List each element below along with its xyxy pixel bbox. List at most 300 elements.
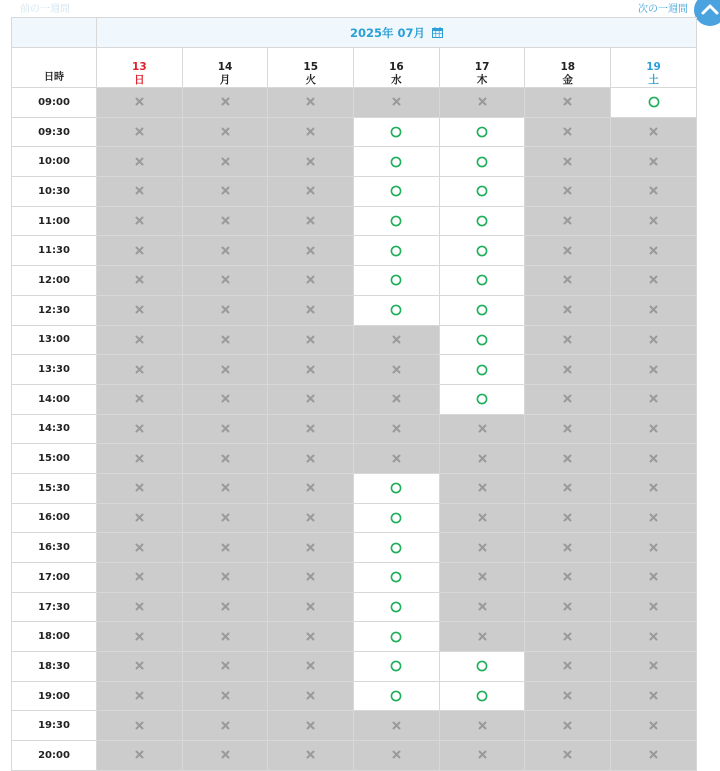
- time-slot-row: [12, 652, 697, 682]
- cross-icon: [649, 513, 658, 522]
- unavailable-slot: [268, 325, 354, 355]
- cross-icon: [135, 305, 144, 314]
- circle-icon: [390, 185, 402, 197]
- cross-icon: [135, 394, 144, 403]
- unavailable-slot: [182, 147, 268, 177]
- time-label: 15:30: [12, 473, 97, 503]
- month-label: 2025年 07月: [349, 25, 425, 40]
- unavailable-slot: [354, 88, 440, 118]
- unavailable-slot: [182, 177, 268, 207]
- cross-icon: [306, 275, 315, 284]
- time-slot-row: [12, 681, 697, 711]
- available-slot[interactable]: [354, 473, 440, 503]
- month-selector[interactable]: [97, 18, 697, 48]
- unavailable-slot: [97, 117, 183, 147]
- cross-icon: [649, 394, 658, 403]
- time-label: 13:00: [12, 325, 97, 355]
- cross-icon: [221, 216, 230, 225]
- cross-icon: [478, 572, 487, 581]
- time-label: 14:30: [12, 414, 97, 444]
- cross-icon: [649, 275, 658, 284]
- unavailable-slot: [611, 414, 697, 444]
- unavailable-slot: [525, 177, 611, 207]
- cross-icon: [135, 127, 144, 136]
- cross-icon: [563, 543, 572, 552]
- unavailable-slot: [268, 473, 354, 503]
- unavailable-slot: [268, 295, 354, 325]
- circle-icon: [476, 126, 488, 138]
- time-slot-row: [12, 444, 697, 474]
- cross-icon: [563, 365, 572, 374]
- cross-icon: [649, 157, 658, 166]
- available-slot[interactable]: [354, 563, 440, 593]
- unavailable-slot: [268, 741, 354, 771]
- unavailable-slot: [97, 325, 183, 355]
- available-slot[interactable]: [439, 355, 525, 385]
- unavailable-slot: [182, 533, 268, 563]
- unavailable-slot: [354, 325, 440, 355]
- cross-icon: [563, 335, 572, 344]
- scroll-top-button[interactable]: [694, 0, 720, 26]
- cross-icon: [563, 186, 572, 195]
- cross-icon: [563, 513, 572, 522]
- unavailable-slot: [525, 741, 611, 771]
- cross-icon: [135, 365, 144, 374]
- time-slot-row: [12, 503, 697, 533]
- circle-icon: [390, 245, 402, 257]
- cross-icon: [221, 721, 230, 730]
- cross-icon: [221, 394, 230, 403]
- available-slot[interactable]: [439, 325, 525, 355]
- unavailable-slot: [525, 384, 611, 414]
- cross-icon: [306, 127, 315, 136]
- unavailable-slot: [268, 88, 354, 118]
- cross-icon: [649, 750, 658, 759]
- cross-icon: [563, 750, 572, 759]
- cross-icon: [563, 691, 572, 700]
- unavailable-slot: [97, 741, 183, 771]
- unavailable-slot: [525, 147, 611, 177]
- calendar-icon: [432, 27, 443, 38]
- cross-icon: [221, 305, 230, 314]
- unavailable-slot: [525, 503, 611, 533]
- cross-icon: [221, 661, 230, 670]
- cross-icon: [563, 97, 572, 106]
- unavailable-slot: [97, 592, 183, 622]
- unavailable-slot: [182, 444, 268, 474]
- available-slot[interactable]: [354, 503, 440, 533]
- cross-icon: [649, 216, 658, 225]
- unavailable-slot: [525, 325, 611, 355]
- unavailable-slot: [611, 533, 697, 563]
- unavailable-slot: [439, 444, 525, 474]
- day-header-19: [611, 48, 697, 88]
- circle-icon: [390, 215, 402, 227]
- unavailable-slot: [268, 622, 354, 652]
- unavailable-slot: [354, 711, 440, 741]
- unavailable-slot: [611, 473, 697, 503]
- cross-icon: [306, 543, 315, 552]
- time-label: 19:30: [12, 711, 97, 741]
- unavailable-slot: [439, 741, 525, 771]
- available-slot[interactable]: [439, 295, 525, 325]
- unavailable-slot: [97, 88, 183, 118]
- unavailable-slot: [182, 681, 268, 711]
- available-slot[interactable]: [354, 177, 440, 207]
- cross-icon: [221, 572, 230, 581]
- unavailable-slot: [97, 266, 183, 296]
- unavailable-slot: [182, 266, 268, 296]
- cross-icon: [649, 572, 658, 581]
- unavailable-slot: [611, 266, 697, 296]
- unavailable-slot: [354, 741, 440, 771]
- circle-icon: [390, 631, 402, 643]
- cross-icon: [135, 483, 144, 492]
- time-slot-row: [12, 325, 697, 355]
- cross-icon: [221, 424, 230, 433]
- prev-week-link[interactable]: 前の一週間: [20, 4, 70, 15]
- unavailable-slot: [525, 473, 611, 503]
- time-slot-row: [12, 295, 697, 325]
- cross-icon: [135, 335, 144, 344]
- available-slot[interactable]: [439, 177, 525, 207]
- circle-icon: [390, 660, 402, 672]
- unavailable-slot: [354, 414, 440, 444]
- cross-icon: [563, 157, 572, 166]
- unavailable-slot: [611, 355, 697, 385]
- cross-icon: [392, 424, 401, 433]
- cross-icon: [306, 365, 315, 374]
- unavailable-slot: [97, 414, 183, 444]
- unavailable-slot: [439, 563, 525, 593]
- cross-icon: [563, 721, 572, 730]
- unavailable-slot: [525, 533, 611, 563]
- time-label: 18:00: [12, 622, 97, 652]
- cross-icon: [563, 572, 572, 581]
- available-slot[interactable]: [439, 206, 525, 236]
- available-slot[interactable]: [354, 147, 440, 177]
- unavailable-slot: [97, 236, 183, 266]
- cross-icon: [306, 335, 315, 344]
- time-slot-row: [12, 236, 697, 266]
- cross-icon: [135, 602, 144, 611]
- cross-icon: [221, 454, 230, 463]
- unavailable-slot: [525, 592, 611, 622]
- time-slot-row: [12, 711, 697, 741]
- day-date: 16: [389, 61, 404, 73]
- unavailable-slot: [97, 444, 183, 474]
- circle-icon: [390, 156, 402, 168]
- circle-icon: [390, 512, 402, 524]
- cross-icon: [392, 750, 401, 759]
- cross-icon: [221, 632, 230, 641]
- cross-icon: [649, 721, 658, 730]
- cross-icon: [563, 632, 572, 641]
- cross-icon: [478, 424, 487, 433]
- cross-icon: [221, 543, 230, 552]
- time-label: 18:30: [12, 652, 97, 682]
- circle-icon: [476, 215, 488, 227]
- available-slot[interactable]: [439, 384, 525, 414]
- cross-icon: [649, 661, 658, 670]
- cross-icon: [135, 572, 144, 581]
- cross-icon: [478, 454, 487, 463]
- day-weekday: 日: [134, 74, 145, 86]
- cross-icon: [478, 632, 487, 641]
- unavailable-slot: [611, 563, 697, 593]
- unavailable-slot: [268, 681, 354, 711]
- day-weekday: 水: [391, 74, 402, 86]
- unavailable-slot: [439, 414, 525, 444]
- circle-icon: [390, 571, 402, 583]
- circle-icon: [390, 274, 402, 286]
- available-slot[interactable]: [611, 88, 697, 118]
- available-slot[interactable]: [354, 295, 440, 325]
- cross-icon: [649, 543, 658, 552]
- unavailable-slot: [97, 503, 183, 533]
- cross-icon: [135, 275, 144, 284]
- day-date: 19: [646, 61, 661, 73]
- unavailable-slot: [182, 414, 268, 444]
- cross-icon: [478, 97, 487, 106]
- unavailable-slot: [354, 444, 440, 474]
- unavailable-slot: [611, 503, 697, 533]
- day-date: 14: [217, 61, 233, 73]
- time-slot-row: [12, 414, 697, 444]
- unavailable-slot: [268, 503, 354, 533]
- unavailable-slot: [182, 652, 268, 682]
- cross-icon: [306, 661, 315, 670]
- unavailable-slot: [182, 117, 268, 147]
- unavailable-slot: [439, 503, 525, 533]
- time-slot-row: [12, 592, 697, 622]
- time-slot-row: [12, 177, 697, 207]
- cross-icon: [306, 691, 315, 700]
- cross-icon: [392, 335, 401, 344]
- unavailable-slot: [182, 355, 268, 385]
- unavailable-slot: [182, 295, 268, 325]
- time-label: 10:00: [12, 147, 97, 177]
- unavailable-slot: [611, 325, 697, 355]
- cross-icon: [563, 424, 572, 433]
- cross-icon: [478, 602, 487, 611]
- time-slot-row: [12, 88, 697, 118]
- circle-icon: [476, 393, 488, 405]
- unavailable-slot: [525, 711, 611, 741]
- cross-icon: [649, 483, 658, 492]
- time-slot-row: [12, 147, 697, 177]
- unavailable-slot: [182, 503, 268, 533]
- cross-icon: [306, 216, 315, 225]
- unavailable-slot: [611, 592, 697, 622]
- time-slot-row: [12, 117, 697, 147]
- available-slot[interactable]: [354, 592, 440, 622]
- unavailable-slot: [268, 206, 354, 236]
- cross-icon: [306, 632, 315, 641]
- available-slot[interactable]: [439, 117, 525, 147]
- cross-icon: [221, 186, 230, 195]
- unavailable-slot: [182, 592, 268, 622]
- circle-icon: [390, 304, 402, 316]
- unavailable-slot: [268, 355, 354, 385]
- cross-icon: [221, 750, 230, 759]
- day-weekday: 金: [562, 74, 574, 86]
- cross-icon: [221, 157, 230, 166]
- cross-icon: [221, 335, 230, 344]
- unavailable-slot: [268, 384, 354, 414]
- day-header-16: [354, 48, 440, 88]
- time-slot-row: [12, 533, 697, 563]
- cross-icon: [478, 483, 487, 492]
- cross-icon: [563, 246, 572, 255]
- available-slot[interactable]: [354, 622, 440, 652]
- unavailable-slot: [268, 236, 354, 266]
- circle-icon: [476, 334, 488, 346]
- unavailable-slot: [525, 88, 611, 118]
- time-label: 13:30: [12, 355, 97, 385]
- unavailable-slot: [97, 711, 183, 741]
- cross-icon: [135, 750, 144, 759]
- available-slot[interactable]: [354, 681, 440, 711]
- cross-icon: [306, 750, 315, 759]
- unavailable-slot: [97, 177, 183, 207]
- cross-icon: [306, 424, 315, 433]
- day-weekday: 火: [305, 74, 316, 86]
- cross-icon: [221, 246, 230, 255]
- unavailable-slot: [525, 681, 611, 711]
- unavailable-slot: [182, 325, 268, 355]
- available-slot[interactable]: [439, 147, 525, 177]
- available-slot[interactable]: [439, 652, 525, 682]
- unavailable-slot: [354, 384, 440, 414]
- time-label: 17:00: [12, 563, 97, 593]
- day-weekday: 月: [219, 74, 231, 86]
- available-slot[interactable]: [439, 681, 525, 711]
- available-slot[interactable]: [439, 266, 525, 296]
- cross-icon: [135, 513, 144, 522]
- unavailable-slot: [611, 681, 697, 711]
- unavailable-slot: [611, 147, 697, 177]
- time-label: 19:00: [12, 681, 97, 711]
- unavailable-slot: [268, 414, 354, 444]
- unavailable-slot: [439, 533, 525, 563]
- unavailable-slot: [611, 741, 697, 771]
- time-label: 09:00: [12, 88, 97, 118]
- unavailable-slot: [182, 622, 268, 652]
- circle-icon: [476, 185, 488, 197]
- circle-icon: [476, 274, 488, 286]
- unavailable-slot: [182, 711, 268, 741]
- availability-calendar: [11, 17, 697, 771]
- unavailable-slot: [97, 563, 183, 593]
- cross-icon: [563, 661, 572, 670]
- cross-icon: [563, 602, 572, 611]
- time-label: 11:30: [12, 236, 97, 266]
- cross-icon: [392, 394, 401, 403]
- time-slot-row: [12, 266, 697, 296]
- unavailable-slot: [268, 563, 354, 593]
- cross-icon: [306, 483, 315, 492]
- day-header-18: [525, 48, 611, 88]
- circle-icon: [390, 126, 402, 138]
- unavailable-slot: [611, 117, 697, 147]
- time-label: 12:30: [12, 295, 97, 325]
- time-label: 10:30: [12, 177, 97, 207]
- cross-icon: [306, 186, 315, 195]
- cross-icon: [478, 513, 487, 522]
- unavailable-slot: [525, 295, 611, 325]
- cross-icon: [563, 394, 572, 403]
- unavailable-slot: [97, 355, 183, 385]
- unavailable-slot: [97, 622, 183, 652]
- unavailable-slot: [182, 384, 268, 414]
- unavailable-slot: [268, 177, 354, 207]
- cross-icon: [563, 216, 572, 225]
- cross-icon: [563, 275, 572, 284]
- cross-icon: [306, 394, 315, 403]
- circle-icon: [390, 542, 402, 554]
- cross-icon: [649, 246, 658, 255]
- cross-icon: [135, 186, 144, 195]
- next-week-link[interactable]: 次の一週間: [638, 4, 688, 15]
- time-label: 09:30: [12, 117, 97, 147]
- time-label: 16:30: [12, 533, 97, 563]
- unavailable-slot: [97, 681, 183, 711]
- available-slot[interactable]: [354, 533, 440, 563]
- available-slot[interactable]: [354, 266, 440, 296]
- time-slot-row: [12, 473, 697, 503]
- unavailable-slot: [525, 444, 611, 474]
- time-label: 14:00: [12, 384, 97, 414]
- unavailable-slot: [525, 622, 611, 652]
- corner-cell: [12, 18, 97, 48]
- cross-icon: [221, 691, 230, 700]
- cross-icon: [649, 365, 658, 374]
- unavailable-slot: [439, 88, 525, 118]
- day-date: 18: [560, 61, 576, 73]
- available-slot[interactable]: [439, 236, 525, 266]
- cross-icon: [478, 721, 487, 730]
- available-slot[interactable]: [354, 652, 440, 682]
- available-slot[interactable]: [354, 206, 440, 236]
- unavailable-slot: [268, 117, 354, 147]
- cross-icon: [221, 602, 230, 611]
- day-header-15: [268, 48, 354, 88]
- day-header-14: [182, 48, 268, 88]
- time-slot-row: [12, 384, 697, 414]
- chevron-up-icon: [700, 2, 720, 16]
- available-slot[interactable]: [354, 117, 440, 147]
- time-column-header: 日時: [12, 48, 97, 88]
- cross-icon: [135, 721, 144, 730]
- day-header-17: [439, 48, 525, 88]
- cross-icon: [221, 513, 230, 522]
- cross-icon: [563, 454, 572, 463]
- cross-icon: [306, 246, 315, 255]
- available-slot[interactable]: [354, 236, 440, 266]
- unavailable-slot: [97, 533, 183, 563]
- cross-icon: [392, 454, 401, 463]
- unavailable-slot: [439, 473, 525, 503]
- cross-icon: [221, 127, 230, 136]
- unavailable-slot: [182, 236, 268, 266]
- day-header-13: [97, 48, 183, 88]
- unavailable-slot: [525, 236, 611, 266]
- unavailable-slot: [97, 384, 183, 414]
- unavailable-slot: [97, 206, 183, 236]
- cross-icon: [306, 721, 315, 730]
- cross-icon: [649, 305, 658, 314]
